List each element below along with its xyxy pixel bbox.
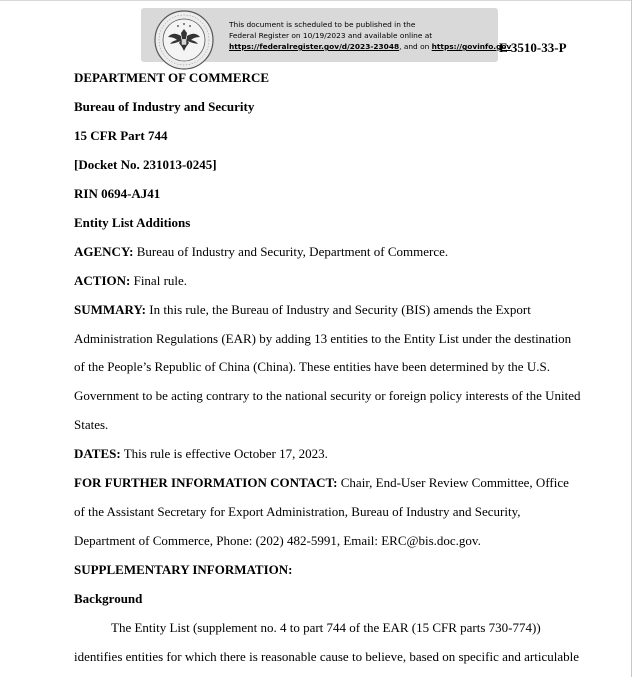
contact-text: Chair, End-User Review Committee, Office: [337, 475, 569, 490]
summary-line: of the People’s Republic of China (China). These entities have been determined by the U.S.: [74, 359, 550, 374]
bureau-heading: Bureau of Industry and Security: [74, 99, 255, 114]
notice-line-3: [229, 41, 512, 52]
contact-line: of the Assistant Secretary for Export Administration, Bureau of Industry and Security,: [74, 504, 521, 519]
summary-line: Government to be acting contrary to the national security or foreign policy interests of the United: [74, 388, 581, 403]
notice-and-on: , and on: [399, 42, 432, 51]
body-paragraph-line: identifies entities for which there is reasonable cause to believe, based on specific and articulable: [74, 649, 579, 664]
summary-line: [74, 302, 531, 318]
page-frame-top: [0, 0, 632, 1]
dates-label: DATES:: [74, 446, 121, 461]
department-heading: DEPARTMENT OF COMMERCE: [74, 70, 270, 85]
action-label: ACTION:: [74, 273, 131, 288]
summary-text: In this rule, the Bureau of Industry and Security (BIS) amends the Export: [146, 302, 531, 317]
billing-code: E 3510-33-P: [499, 40, 567, 55]
summary-line: States.: [74, 417, 109, 432]
dates-text: This rule is effective October 17, 2023.: [120, 446, 328, 461]
federal-register-link[interactable]: https://federalregister.gov/d/2023-23048: [229, 42, 400, 51]
notice-line-2: Federal Register on 10/19/2023 and available online at: [229, 31, 433, 40]
page-frame-right: [631, 0, 632, 677]
background-heading: Background: [74, 591, 143, 606]
cfr-part: 15 CFR Part 744: [74, 128, 168, 143]
publication-notice: [229, 19, 512, 52]
summary-label: SUMMARY:: [74, 302, 147, 317]
supplementary-heading: SUPPLEMENTARY INFORMATION:: [74, 562, 293, 577]
govinfo-link[interactable]: https://govinfo.gov: [431, 42, 512, 51]
rule-title: Entity List Additions: [74, 215, 191, 230]
rin-number: RIN 0694-AJ41: [74, 186, 161, 201]
body-paragraph-line: The Entity List (supplement no. 4 to part 744 of the EAR (15 CFR parts 730-774)): [111, 620, 541, 635]
contact-line: Department of Commerce, Phone: (202) 482-5991, Email: ERC@bis.doc.gov.: [74, 533, 481, 548]
agency-label: AGENCY:: [74, 244, 134, 259]
docket-number: [Docket No. 231013-0245]: [74, 157, 217, 172]
summary-line: Administration Regulations (EAR) by adding 13 entities to the Entity List under the destination: [74, 331, 572, 346]
federal-register-banner: [141, 8, 512, 62]
national-archives-seal-icon: [153, 9, 215, 71]
contact-label: FOR FURTHER INFORMATION CONTACT:: [74, 475, 338, 490]
action-text: Final rule.: [130, 273, 188, 288]
agency-line: [74, 244, 448, 260]
notice-line-1: This document is scheduled to be published in the: [229, 20, 416, 29]
action-line: [74, 273, 187, 289]
contact-line: [74, 475, 569, 491]
dates-line: [74, 446, 328, 462]
agency-text: Bureau of Industry and Security, Department of Commerce.: [133, 244, 449, 259]
